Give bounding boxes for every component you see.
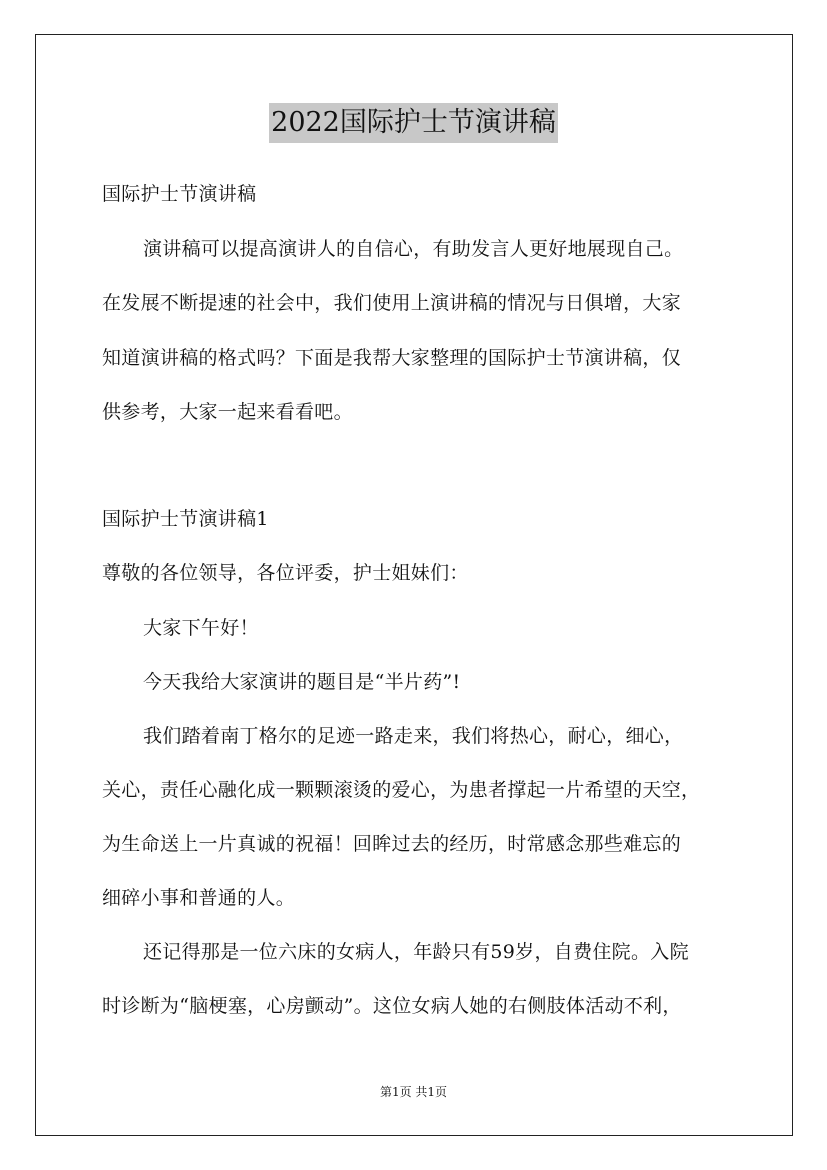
paragraph-line: 为生命送上一片真诚的祝福！回眸过去的经历，时常感念那些难忘的 (102, 833, 682, 855)
section-heading-speech-1: 国际护士节演讲稿1 (102, 508, 269, 530)
document-title: 2022国际护士节演讲稿 (269, 103, 558, 143)
paragraph-line: 在发展不断提速的社会中，我们使用上演讲稿的情况与日俱增，大家 (102, 292, 682, 314)
paragraph-line: 关心，责任心融化成一颗颗滚烫的爱心，为患者撑起一片希望的天空， (102, 779, 701, 801)
paragraph-line: 时诊断为“脑梗塞，心房颤动”。这位女病人她的右侧肢体活动不利， (102, 995, 682, 1017)
salutation-line: 尊敬的各位领导，各位评委，护士姐妹们： (102, 562, 469, 584)
page-footer: 第1页 共1页 (379, 1085, 448, 1099)
paragraph-line: 演讲稿可以提高演讲人的自信心，有助发言人更好地展现自己。 (143, 238, 684, 260)
paragraph-line: 我们踏着南丁格尔的足迹一路走来，我们将热心，耐心，细心， (143, 725, 684, 747)
section-heading-intro: 国际护士节演讲稿 (102, 183, 257, 205)
paragraph-line: 细碎小事和普通的人。 (102, 887, 296, 909)
paragraph-line: 知道演讲稿的格式吗？下面是我帮大家整理的国际护士节演讲稿，仅 (102, 347, 682, 369)
title-container (0, 103, 827, 143)
paragraph-line: 今天我给大家演讲的题目是“半片药”! (143, 671, 461, 693)
greeting-line: 大家下午好！ (143, 617, 259, 639)
paragraph-line: 还记得那是一位六床的女病人，年龄只有59岁，自费住院。入院 (143, 941, 689, 963)
paragraph-line: 供参考，大家一起来看看吧。 (102, 401, 353, 423)
